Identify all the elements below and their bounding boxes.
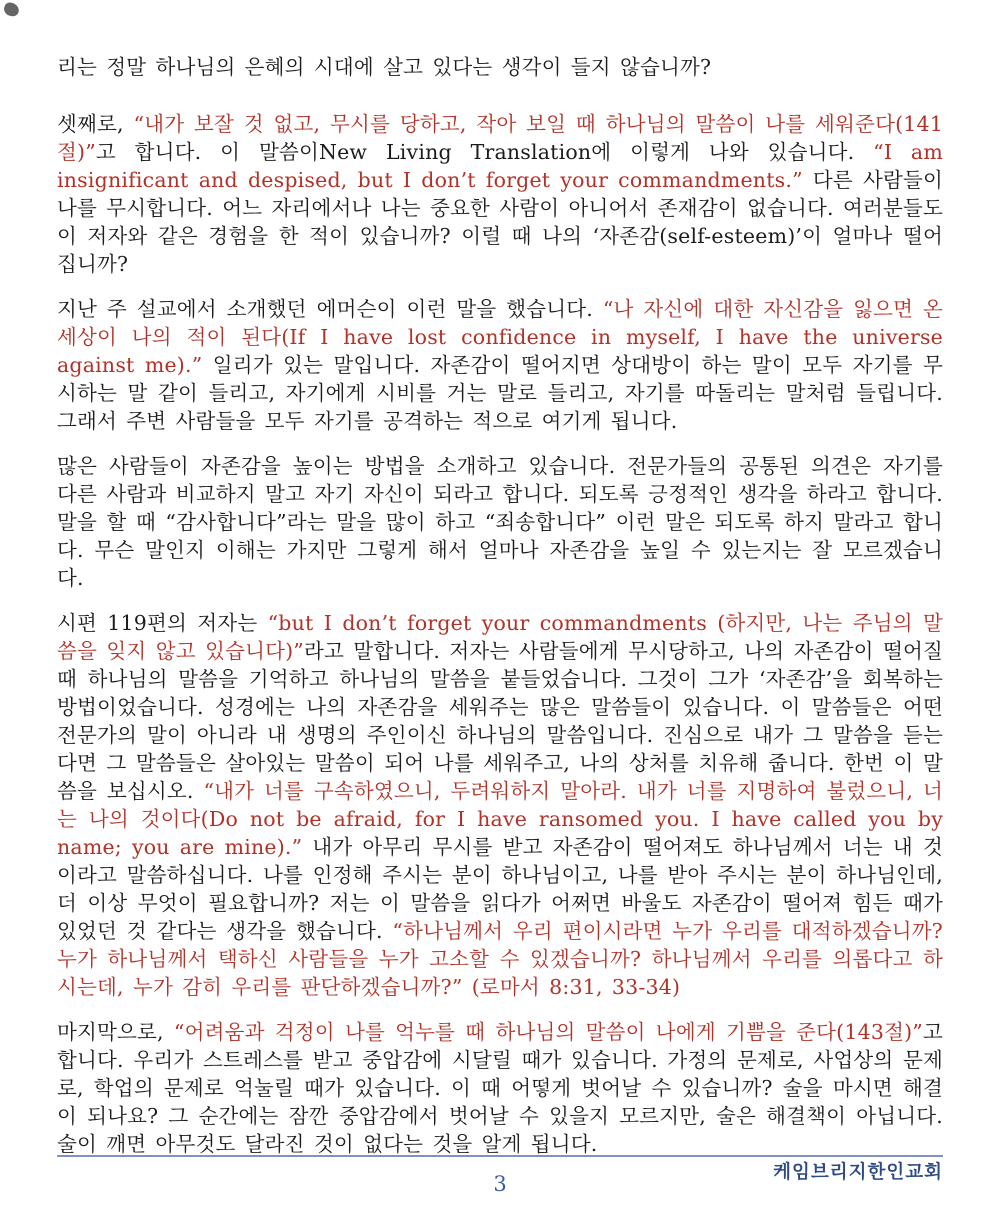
paragraph-emerson-quote: [57, 295, 943, 435]
scripture-quote-run: “I am insignificant and despised, but I don’t forget your commandments.”: [57, 140, 943, 192]
text-run: 시편 119편의 저자는: [57, 611, 268, 635]
text-run: 지난 주 설교에서 소개했던 에머슨이 이런 말을 했습니다.: [57, 297, 603, 321]
scripture-quote-run: “내가 너를 구속하였으니, 두려워하지 말아라. 내가 너를 지명하여 불렀으니, 너는 나의 것이다(Do not be afraid, for I have ransomed you. I have called you by name; you are mine).”: [57, 779, 943, 859]
text-run: 리는 정말 하나님의 은혜의 시대에 살고 있다는 생각이 들지 않습니까?: [57, 55, 712, 79]
paragraph-continuation: [57, 53, 943, 81]
sermon-body-text: [57, 53, 943, 1158]
text-run: 고 합니다. 우리가 스트레스를 받고 중압감에 시달릴 때가 있습니다. 가정의 문제로, 사업상의 문제로, 학업의 문제로 억눌릴 때가 있습니다. 이 때 어떻게 벗어날 수 있습니까? 술을 마시면 해결이 되나요? 그 순간에는 잠깐 중압감에서 벗어날 수 있을지 모르지만, 술은 해결책이 아닙니다. 술이 깨면 아무것도 달라진 것이 없다는 것을 알게 됩니다.: [57, 1020, 943, 1156]
page-number: 3: [493, 1172, 507, 1196]
scripture-quote-run: “어려움과 걱정이 나를 억누를 때 하나님의 말씀이 나에게 기쁨을 준다(143절)”: [173, 1020, 923, 1044]
page-footer: [57, 1155, 943, 1207]
text-run: 셋째로,: [57, 112, 134, 136]
text-run: 내가 아무리 무시를 받고 자존감이 떨어져도 하나님께서 너는 내 것이라고 말씀하십니다. 나를 인정해 주시는 분이 하나님이고, 나를 받아 주시는 분이 하나님인데, 더 이상 무엇이 필요합니까? 저는 이 말씀을 읽다가 어쩌면 바울도 자존감이 떨어져 힘든 때가 있었던 것 같다는 생각을 했습니다.: [57, 835, 943, 943]
text-run: 라고 말합니다. 저자는 사람들에게 무시당하고, 나의 자존감이 떨어질 때 하나님의 말씀을 기억하고 하나님의 말씀을 붙들었습니다. 그것이 그가 ‘자존감’을 회복하는 방법이었습니다. 성경에는 나의 자존감을 세워주는 많은 말씀들이 있습니다. 이 말씀들은 어떤 전문가의 말이 아니라 내 생명의 주인이신 하나님의 말씀입니다. 진심으로 내가 그 말씀을 듣는다면 그 말씀들은 살아있는 말씀이 되어 나를 세워주고, 나의 상처를 치유해 줍니다. 한번 이 말씀을 보십시오.: [57, 639, 943, 803]
text-run: 고 합니다. 이 말씀이New Living Translation에 이렇게 나와 있습니다.: [95, 140, 874, 164]
emerson-quote-run: “나 자신에 대한 자신감을 잃으면 온 세상이 나의 적이 된다(If I have lost confidence in myself, I have the universe against me).”: [57, 297, 943, 377]
text-run: 다른 사람들이 나를 무시합니다. 어느 자리에서나 나는 중요한 사람이 아니어서 존재감이 없습니다. 여러분들도 이 저자와 같은 경험을 한 적이 있습니까? 이럴 때 나의 ‘자존감(self-esteem)’이 얼마나 떨어집니까?: [57, 168, 943, 276]
paragraph-third-point: [57, 110, 943, 278]
footer-divider-line: [57, 1155, 943, 1157]
scripture-quote-run: “but I don’t forget your commandments (하지만, 나는 주님의 말씀을 잊지 않고 있습니다)”: [57, 611, 943, 663]
church-name: 케임브리지한인교회: [773, 1162, 943, 1183]
paragraph-final-point: [57, 1018, 943, 1158]
paragraph-psalm-author: [57, 609, 943, 1001]
paragraph-self-esteem-methods: [57, 452, 943, 592]
text-run: 많은 사람들이 자존감을 높이는 방법을 소개하고 있습니다. 전문가들의 공통된 의견은 자기를 다른 사람과 비교하지 말고 자기 자신이 되라고 합니다. 되도록 긍정적인 생각을 하라고 합니다. 말을 할 때 “감사합니다”라는 말을 많이 하고 “죄송합니다” 이런 말은 되도록 하지 말라고 합니다. 무슨 말인지 이해는 가지만 그렇게 해서 얼마나 자존감을 높일 수 있는지는 잘 모르겠습니다.: [57, 454, 943, 590]
scripture-quote-run: “내가 보잘 것 없고, 무시를 당하고, 작아 보일 때 하나님의 말씀이 나를 세워준다(141절)”: [57, 112, 943, 164]
romans-quote-run: “하나님께서 우리 편이시라면 누가 우리를 대적하겠습니까? 누가 하나님께서 택하신 사람들을 누가 고소할 수 있겠습니까? 하나님께서 우리를 의롭다고 하시는데, 누가 감히 우리를 판단하겠습니까?” (로마서 8:31, 33-34): [57, 919, 943, 999]
text-run: 일리가 있는 말입니다. 자존감이 떨어지면 상대방이 하는 말이 모두 자기를 무시하는 말 같이 들리고, 자기에게 시비를 거는 말로 들리고, 자기를 따돌리는 말처럼 들립니다. 그래서 주변 사람들을 모두 자기를 공격하는 적으로 여기게 됩니다.: [57, 353, 943, 433]
scan-artifact-mark: [2, 1, 20, 18]
text-run: 마지막으로,: [57, 1020, 174, 1044]
